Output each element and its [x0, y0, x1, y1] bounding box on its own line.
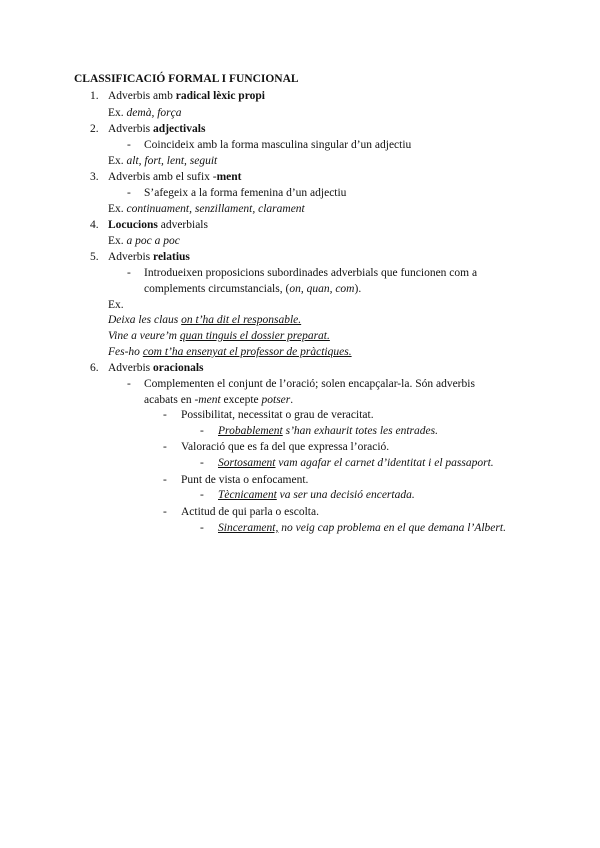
sub-4-label: Actitud de qui parla o escolta.	[181, 506, 319, 518]
item-5-bullet-line2: complements circumstancials, (on, quan, com).	[144, 283, 362, 295]
item-5-example-2: Vine a veure’m quan tinguis el dossier preparat.	[108, 330, 330, 342]
item-5-example-1: Deixa les claus on t’ha dit el responsable.	[108, 314, 302, 326]
sub-4-example: Sincerament, no veig cap problema en el que demana l’Albert.	[218, 522, 506, 534]
item-5-bullet-line1: Introdueixen proposicions subordinades adverbials que funcionen com a	[144, 267, 478, 279]
bullet-dash: -	[200, 425, 204, 437]
sub-1-example: Probablement s’han exhaurit totes les entrades.	[218, 425, 438, 437]
item-2-bullet: Coincideix amb la forma masculina singular d’un adjectiu	[144, 139, 412, 151]
item-3-heading: Adverbis amb el sufix -ment	[108, 171, 242, 183]
bullet-dash: -	[127, 187, 131, 199]
sub-3-example: Tècnicament va ser una decisió encertada.	[218, 489, 415, 501]
item-6-number: 6.	[90, 362, 99, 374]
bullet-dash: -	[163, 506, 167, 518]
item-2-example: Ex. alt, fort, lent, seguit	[108, 155, 218, 167]
bullet-dash: -	[163, 409, 167, 421]
sub-2-label: Valoració que es fa del que expressa l’oració.	[181, 441, 390, 453]
item-4-example: Ex. a poc a poc	[108, 235, 180, 247]
bullet-dash: -	[127, 139, 131, 151]
item-5-example-label: Ex.	[108, 299, 124, 311]
item-4-number: 4.	[90, 219, 99, 231]
bullet-dash: -	[127, 267, 131, 279]
item-5-example-3: Fes-ho com t’ha ensenyat el professor de pràctiques.	[108, 346, 352, 358]
item-6-bullet-line1: Complementen el conjunt de l’oració; solen encapçalar-la. Són adverbis	[144, 378, 475, 390]
item-1-example: Ex. demà, força	[108, 107, 182, 119]
item-6-heading: Adverbis oracionals	[108, 362, 204, 374]
bullet-dash: -	[200, 457, 204, 469]
bullet-dash: -	[200, 522, 204, 534]
item-5-heading: Adverbis relatius	[108, 251, 190, 263]
item-2-heading: Adverbis adjectivals	[108, 123, 206, 135]
bullet-dash: -	[163, 474, 167, 486]
item-3-example: Ex. continuament, senzillament, clarament	[108, 203, 305, 215]
item-3-bullet: S’afegeix a la forma femenina d’un adjectiu	[144, 187, 347, 199]
item-5-number: 5.	[90, 251, 99, 263]
sub-2-example: Sortosament vam agafar el carnet d’identitat i el passaport.	[218, 457, 494, 469]
item-1-heading: Adverbis amb radical lèxic propi	[108, 90, 265, 102]
sub-1-label: Possibilitat, necessitat o grau de veracitat.	[181, 409, 374, 421]
sub-3-label: Punt de vista o enfocament.	[181, 474, 309, 486]
item-2-number: 2.	[90, 123, 99, 135]
item-1-number: 1.	[90, 90, 99, 102]
bullet-dash: -	[200, 489, 204, 501]
bullet-dash: -	[127, 378, 131, 390]
item-6-bullet-line2: acabats en -ment excepte potser.	[144, 394, 294, 406]
item-4-heading: Locucions adverbials	[108, 219, 208, 231]
item-3-number: 3.	[90, 171, 99, 183]
page-title: CLASSIFICACIÓ FORMAL I FUNCIONAL	[74, 73, 299, 85]
bullet-dash: -	[163, 441, 167, 453]
